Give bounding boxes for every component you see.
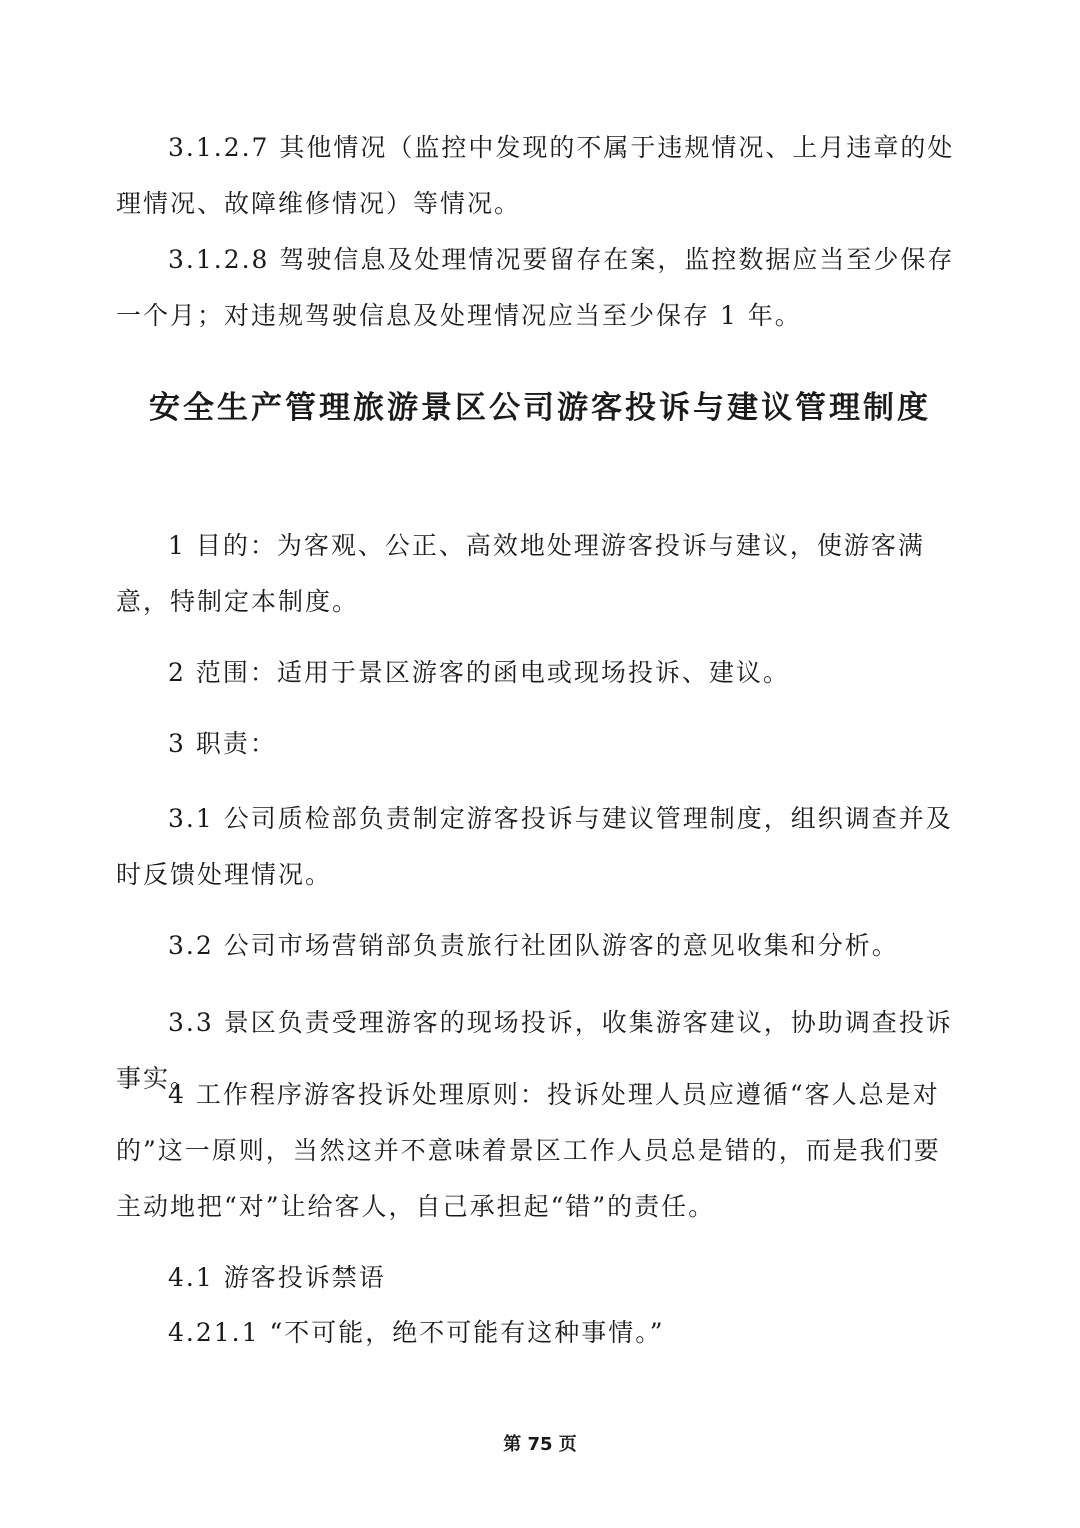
paragraph-duty: 3 职责：: [168, 729, 277, 758]
paragraph-duty-3-3: 3.3 景区负责受理游客的现场投诉，收集游客建议，协助调查投诉事实。: [116, 1008, 953, 1093]
paragraph-3-1-2-7: 3.1.2.7 其他情况（监控中发现的不属于违规情况、上月违章的处理情况、故障维修情况）等情况。: [116, 133, 955, 218]
page-number: 第 75 页: [503, 1434, 577, 1455]
paragraph-3-1-2-8: 3.1.2.8 驾驶信息及处理情况要留存在案，监控数据应当至少保存一个月；对违规驾驶信息及处理情况应当至少保存 1 年。: [116, 245, 955, 330]
paragraph-duty-3-1: 3.1 公司质检部负责制定游客投诉与建议管理制度，组织调查并及时反馈处理情况。: [116, 804, 953, 889]
paragraph-procedure: 4 工作程序游客投诉处理原则：投诉处理人员应遵循“客人总是对的”这一原则，当然这并不意味着景区工作人员总是错的，而是我们要主动地把“对”让给客人，自己承担起“错”的责任。: [116, 1080, 941, 1221]
document-title: 安全生产管理旅游景区公司游客投诉与建议管理制度: [149, 390, 931, 426]
paragraph-purpose: 1 目的：为客观、公正、高效地处理游客投诉与建议，使游客满意，特制定本制度。: [116, 531, 925, 616]
paragraph-taboo-1: 4.21.1 “不可能，绝不可能有这种事情。”: [168, 1318, 665, 1347]
paragraph-duty-3-2: 3.2 公司市场营销部负责旅行社团队游客的意见收集和分析。: [168, 931, 899, 960]
paragraph-scope: 2 范围：适用于景区游客的函电或现场投诉、建议。: [168, 658, 790, 687]
paragraph-taboo-title: 4.1 游客投诉禁语: [168, 1263, 386, 1292]
